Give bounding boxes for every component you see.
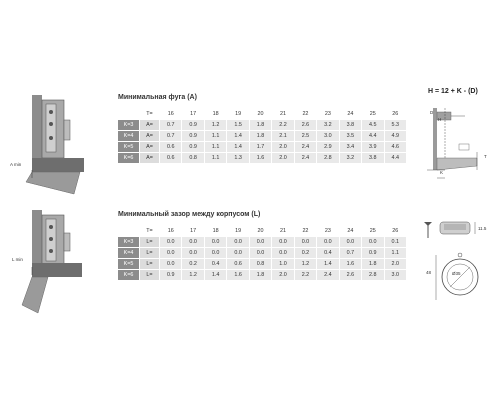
table-cell: 2.5	[294, 131, 316, 142]
table-cell: 0.0	[204, 237, 226, 248]
table-cell: 3.0	[317, 131, 339, 142]
table-cell: 0.0	[317, 237, 339, 248]
header-cell: 25	[362, 226, 384, 237]
table-row	[118, 131, 407, 142]
table-cell: 1.7	[249, 142, 271, 153]
row-symbol-label: L=	[140, 259, 160, 270]
table-cell: 1.8	[362, 259, 384, 270]
table-cell: 0.0	[227, 237, 249, 248]
table-cell: 2.6	[339, 270, 361, 281]
row-k-label: K=6	[118, 270, 140, 281]
header-cell: 19	[227, 226, 249, 237]
table-cell: 0.9	[182, 131, 204, 142]
l-min-label: L min	[12, 257, 23, 262]
table-cell: 0.9	[182, 142, 204, 153]
header-cell: 23	[317, 109, 339, 120]
table-cell: 0.9	[182, 120, 204, 131]
table-cell: 1.1	[384, 248, 406, 259]
formula-text: H = 12 + K - (D)	[428, 88, 478, 95]
table-a-title: Минимальная фуга (A)	[118, 94, 197, 101]
table-cell: 3.5	[339, 131, 361, 142]
table-cell: 0.7	[339, 248, 361, 259]
table-cell: 1.4	[317, 259, 339, 270]
table-cell: 2.8	[317, 153, 339, 164]
row-symbol-label: A=	[140, 142, 160, 153]
table-cell: 4.4	[362, 131, 384, 142]
table-cell: 0.0	[294, 237, 316, 248]
table-cell: 1.8	[249, 270, 271, 281]
header-cell: 17	[182, 226, 204, 237]
header-cell: 16	[160, 109, 182, 120]
header-cell: 21	[272, 109, 294, 120]
header-cell: T=	[140, 109, 160, 120]
table-cell: 0.8	[182, 153, 204, 164]
table-cell: 0.0	[160, 248, 182, 259]
table-cell: 4.4	[384, 153, 406, 164]
table-cell: 1.1	[204, 142, 226, 153]
table-cell: 0.0	[272, 248, 294, 259]
table-cell: 0.6	[227, 259, 249, 270]
table-cell: 3.2	[339, 153, 361, 164]
header-cell: 17	[182, 109, 204, 120]
table-cell: 4.5	[362, 120, 384, 131]
table-a	[117, 108, 407, 164]
table-cell: 0.4	[317, 248, 339, 259]
table-cell: 1.0	[272, 259, 294, 270]
table-cell: 3.8	[339, 120, 361, 131]
row-k-label: K=5	[118, 259, 140, 270]
table-cell: 0.9	[362, 248, 384, 259]
table-cell: 0.0	[339, 237, 361, 248]
d-dim-label: D	[430, 110, 434, 115]
row-k-label: K=3	[118, 237, 140, 248]
table-cell: 0.0	[272, 237, 294, 248]
row-symbol-label: A=	[140, 153, 160, 164]
header-blank-cell	[118, 226, 140, 237]
table-row	[118, 270, 407, 281]
table-cell: 0.2	[294, 248, 316, 259]
table-cell: 0.6	[160, 142, 182, 153]
header-cell: 24	[339, 226, 361, 237]
table-cell: 2.2	[272, 120, 294, 131]
table-cell: 2.0	[272, 142, 294, 153]
row-k-label: K=4	[118, 248, 140, 259]
header-cell: 18	[204, 226, 226, 237]
table-cell: 2.0	[272, 153, 294, 164]
table-cell: 1.1	[204, 131, 226, 142]
table-row	[118, 237, 407, 248]
hinge-mount-diagram	[425, 100, 485, 185]
table-cell: 2.2	[294, 270, 316, 281]
table-row	[118, 248, 407, 259]
header-cell: 18	[204, 109, 226, 120]
table-cell: 4.6	[384, 142, 406, 153]
row-k-label: K=4	[118, 131, 140, 142]
table-l	[117, 225, 407, 281]
table-cell: 1.6	[227, 270, 249, 281]
dim-11-5-label: 11.5	[478, 226, 487, 231]
table-cell: 0.1	[384, 237, 406, 248]
table-cell: 0.0	[204, 248, 226, 259]
table-cell: 3.2	[317, 120, 339, 131]
table-row	[118, 153, 407, 164]
table-l-header	[118, 226, 407, 237]
k-dim-label: K	[440, 170, 444, 175]
table-cell: 5.3	[384, 120, 406, 131]
table-cell: 0.0	[160, 259, 182, 270]
header-cell: 19	[227, 109, 249, 120]
a-min-label: A min	[10, 162, 22, 167]
table-cell: 1.8	[249, 131, 271, 142]
header-cell: 26	[384, 109, 406, 120]
table-cell: 0.2	[182, 259, 204, 270]
row-k-label: K=6	[118, 153, 140, 164]
row-k-label: K=5	[118, 142, 140, 153]
header-cell: T=	[140, 226, 160, 237]
table-cell: 3.9	[362, 142, 384, 153]
h-dim-label: H	[438, 117, 442, 122]
table-cell: 1.2	[294, 259, 316, 270]
table-cell: 1.4	[227, 131, 249, 142]
table-cell: 1.8	[249, 120, 271, 131]
header-cell: 23	[317, 226, 339, 237]
table-cell: 0.7	[160, 120, 182, 131]
table-cell: 1.3	[227, 153, 249, 164]
table-cell: 0.0	[182, 237, 204, 248]
table-cell: 2.0	[384, 259, 406, 270]
table-cell: 2.6	[294, 120, 316, 131]
header-cell: 22	[294, 226, 316, 237]
table-a-header	[118, 109, 407, 120]
header-cell: 22	[294, 109, 316, 120]
dim-35-label: Ø35	[452, 271, 461, 276]
table-cell: 0.0	[227, 248, 249, 259]
table-row	[118, 142, 407, 153]
row-k-label: K=3	[118, 120, 140, 131]
t-dim-label: T	[484, 154, 487, 159]
table-cell: 1.4	[227, 142, 249, 153]
table-cell: 1.2	[182, 270, 204, 281]
table-row	[118, 259, 407, 270]
table-cell: 0.6	[160, 153, 182, 164]
table-cell: 0.0	[249, 237, 271, 248]
table-cell: 2.9	[317, 142, 339, 153]
row-symbol-label: A=	[140, 120, 160, 131]
table-cell: 1.6	[339, 259, 361, 270]
header-cell: 16	[160, 226, 182, 237]
row-symbol-label: L=	[140, 237, 160, 248]
header-cell: 21	[272, 226, 294, 237]
table-cell: 2.4	[294, 153, 316, 164]
table-cell: 0.7	[160, 131, 182, 142]
table-cell: 2.4	[294, 142, 316, 153]
table-cell: 0.0	[160, 237, 182, 248]
table-cell: 1.4	[204, 270, 226, 281]
table-row	[118, 120, 407, 131]
table-cell: 0.8	[249, 259, 271, 270]
table-cell: 1.5	[227, 120, 249, 131]
header-cell: 20	[249, 109, 271, 120]
table-cell: 1.6	[249, 153, 271, 164]
table-cell: 2.4	[317, 270, 339, 281]
row-symbol-label: L=	[140, 270, 160, 281]
table-cell: 3.4	[339, 142, 361, 153]
table-cell: 1.1	[204, 153, 226, 164]
table-cell: 0.0	[362, 237, 384, 248]
header-cell: 26	[384, 226, 406, 237]
table-cell: 0.0	[249, 248, 271, 259]
header-cell: 20	[249, 226, 271, 237]
header-cell: 24	[339, 109, 361, 120]
header-blank-cell	[118, 109, 140, 120]
table-cell: 3.8	[362, 153, 384, 164]
table-cell: 0.4	[204, 259, 226, 270]
table-l-title: Минимальный зазор между корпусом (L)	[118, 211, 261, 218]
table-cell: 2.8	[362, 270, 384, 281]
table-cell: 1.2	[204, 120, 226, 131]
hinge-drawing-a	[10, 90, 90, 200]
table-cell: 3.0	[384, 270, 406, 281]
dim-48-label: 48	[426, 270, 432, 275]
header-cell: 25	[362, 109, 384, 120]
row-symbol-label: L=	[140, 248, 160, 259]
row-symbol-label: A=	[140, 131, 160, 142]
table-cell: 2.1	[272, 131, 294, 142]
table-cell: 0.9	[160, 270, 182, 281]
table-cell: 2.0	[272, 270, 294, 281]
table-cell: 4.9	[384, 131, 406, 142]
table-cell: 0.0	[182, 248, 204, 259]
